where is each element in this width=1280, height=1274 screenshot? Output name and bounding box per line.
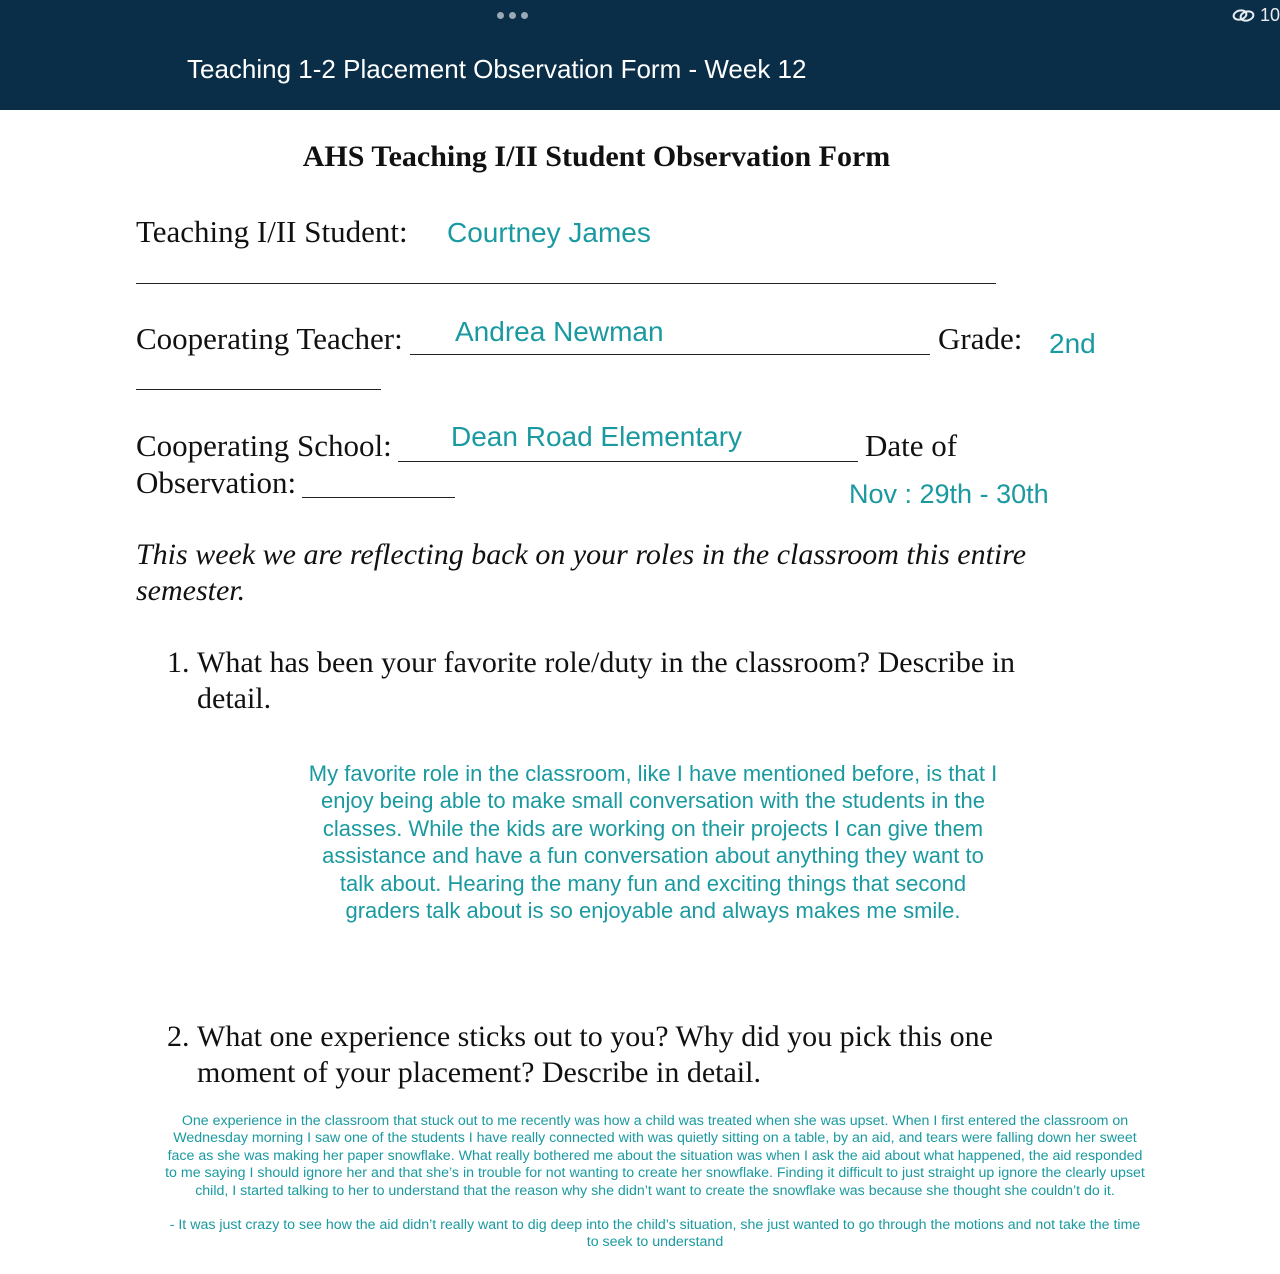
date-label-line2: Observation:	[136, 465, 297, 500]
school-value[interactable]: Dean Road Elementary	[451, 421, 743, 452]
grade-underline	[136, 389, 381, 390]
teacher-label: Cooperating Teacher:	[136, 321, 403, 356]
question-1-line-2: detail.	[197, 682, 272, 715]
answer-2-followup-line: - It was just crazy to see how the aid didn’t really want to dig deep into the child’s situation, she just wanted to go through the motions and not take the time	[169, 1217, 1141, 1234]
teacher-value[interactable]: Andrea Newman	[455, 316, 664, 347]
teacher-underline	[410, 354, 930, 355]
answer-1-line: graders talk about is so enjoyable and always makes me smile.	[345, 898, 961, 924]
school-label: Cooperating School:	[136, 428, 392, 463]
grade-value[interactable]: 2nd	[1049, 328, 1096, 359]
student-value[interactable]: Courtney James	[447, 217, 651, 248]
question-1-number: 1.	[167, 646, 190, 679]
link-icon	[1232, 7, 1256, 23]
answer-2-line: face as she was making her paper snowflake. What really bothered me about the situation was when I ask the aid about what happened, the aid responded	[167, 1147, 1143, 1164]
student-underline	[136, 283, 996, 284]
link-count: 10	[1259, 4, 1280, 25]
question-1	[167, 645, 1067, 717]
question-2	[167, 1019, 1067, 1091]
date-value[interactable]: Nov : 29th - 30th	[849, 479, 1049, 509]
question-2-number: 2.	[167, 1020, 190, 1053]
intro-line-2: semester.	[136, 574, 246, 607]
answer-2-line: to me saying I should ignore her and that she’s in trouble for not wanting to create her snowflake. Finding it difficult to just straight up ignore the clearly upset	[165, 1165, 1145, 1182]
answer-1-line: assistance and have a fun conversation about anything they want to	[322, 843, 984, 869]
answer-1-line: classes. While the kids are working on their projects I can give them	[322, 815, 984, 841]
question-2-line-1: What one experience sticks out to you? Why did you pick this one	[197, 1020, 993, 1053]
answer-2-followup-line: to seek to understand	[586, 1234, 724, 1251]
document-title: Teaching 1-2 Placement Observation Form - Week 12	[187, 54, 807, 84]
question-1-line-1: What has been your favorite role/duty in the classroom? Describe in	[197, 646, 1016, 679]
student-label: Teaching I/II Student:	[136, 214, 408, 249]
date-label-line1: Date of	[865, 428, 958, 463]
answer-2-line: child, I started talking to her to understand that the reason why she didn’t want to create the snowflake was because she thought she couldn’t do it.	[195, 1182, 1115, 1199]
answer-1-line: My favorite role in the classroom, like I have mentioned before, is that I	[308, 761, 998, 786]
answer-1-line: talk about. Hearing the many fun and exciting things that second	[339, 870, 967, 896]
form-heading: AHS Teaching I/II Student Observation Form	[302, 140, 891, 173]
intro-line-1: This week we are reflecting back on your roles in the classroom this entire	[136, 538, 1027, 571]
answer-2-line: Wednesday morning I saw one of the students I have really connected with was quietly sitting on a table, by an aid, and tears were falling down her sweet	[173, 1130, 1137, 1147]
school-underline	[398, 461, 858, 462]
answer-1-line: enjoy being able to make small conversation with the students in the	[320, 788, 986, 814]
more-dots-icon[interactable]	[497, 9, 537, 21]
date-underline	[302, 497, 455, 498]
answer-2[interactable]	[130, 1113, 1180, 1252]
link-indicator[interactable]	[1232, 4, 1280, 26]
answer-2-line: One experience in the classroom that stuck out to me recently was how a child was treated when she was upset. When I first entered the classroom on	[181, 1113, 1129, 1129]
question-2-line-2: moment of your placement? Describe in detail.	[197, 1056, 761, 1089]
answer-1[interactable]	[203, 760, 1103, 924]
intro-text	[136, 537, 1136, 609]
grade-label: Grade:	[938, 321, 1023, 356]
app-header	[0, 0, 1280, 110]
